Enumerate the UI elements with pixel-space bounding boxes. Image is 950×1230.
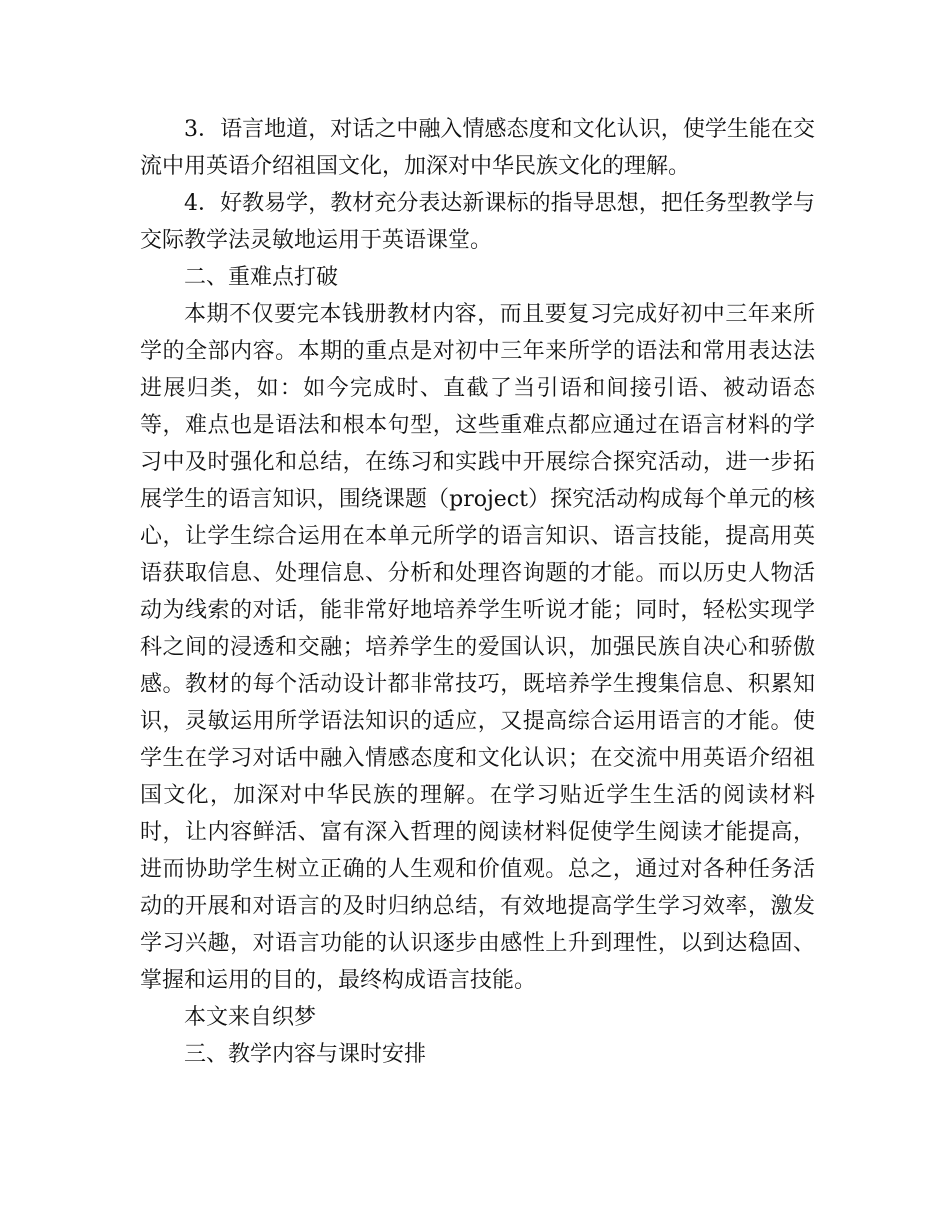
paragraph-key-difficulties-body: 本期不仅要完本钱册教材内容，而且要复习完成好初中三年来所学的全部内容。本期的重点是对初中三年来所学的语法和常用表达法进展归类，如：如今完成时、直截了当引语和间接引语、被动语态等，难点也是语法和根本句型，这些重难点都应通过在语言材料的学习中及时强化和总结，在练习和实践中开展综合探究活动，进一步拓展学生的语言知识，围绕课题（project）探究活动构成每个单元的核心，让学生综合运用在本单元所学的语言知识、语言技能，提高用英语获取信息、处理信息、分析和处理咨询题的才能。而以历史人物活动为线索的对话，能非常好地培养学生听说才能；同时，轻松实现学科之间的浸透和交融；培养学生的爱国认识，加强民族自决心和骄傲感。教材的每个活动设计都非常技巧，既培养学生搜集信息、积累知识，灵敏运用所学语法知识的适应，又提高综合运用语言的才能。使学生在学习对话中融入情感态度和文化认识；在交流中用英语介绍祖国文化，加深对中华民族的理解。在学习贴近学生生活的阅读材料时，让内容鲜活、富有深入哲理的阅读材料促使学生阅读才能提高，进而协助学生树立正确的人生观和价值观。总之，通过对各种任务活动的开展和对语言的及时归纳总结，有效地提高学生学习效率，激发学习兴趣，对语言功能的认识逐步由感性上升到理性，以到达稳固、掌握和运用的目的，最终构成语言技能。 — [140, 302, 815, 993]
paragraph-point-3: 3．语言地道，对话之中融入情感态度和文化认识，使学生能在交流中用英语介绍祖国文化，加深对中华民族文化的理解。 — [140, 117, 815, 179]
source-note: 本文来自织梦 — [184, 1005, 317, 1030]
section-heading-key-difficulties: 二、重难点打破 — [184, 265, 339, 290]
document-body — [140, 111, 815, 1073]
section-heading-teaching-content: 三、教学内容与课时安排 — [184, 1042, 427, 1067]
paragraph-point-4: 4．好教易学，教材充分表达新课标的指导思想，把任务型教学与交际教学法灵敏地运用于英语课堂。 — [140, 191, 815, 253]
